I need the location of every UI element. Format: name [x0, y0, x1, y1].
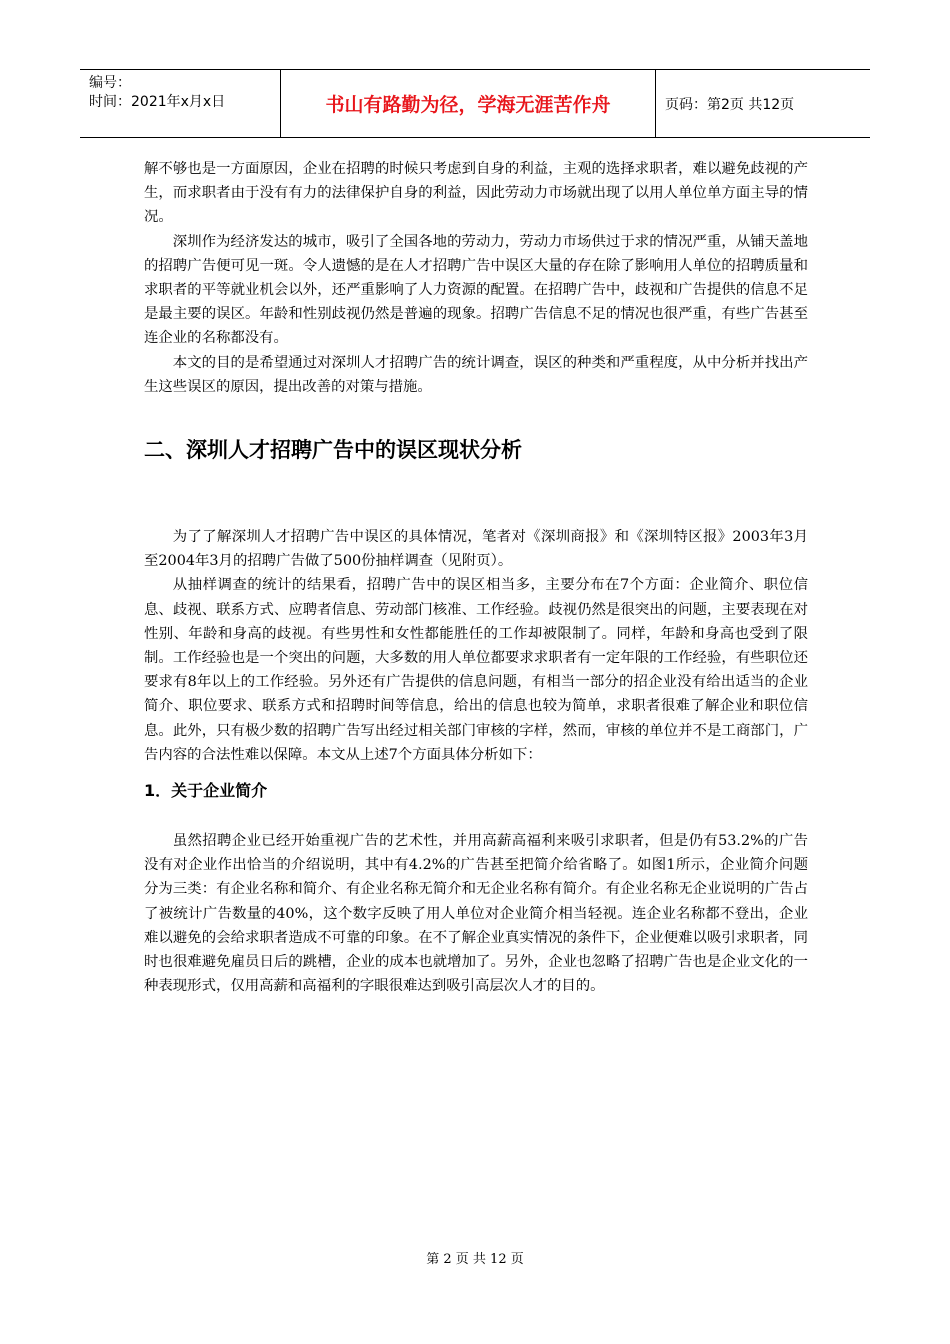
subsection-heading: 1．关于企业简介 — [144, 781, 268, 801]
paragraph: 从抽样调查的统计的结果看，招聘广告中的误区相当多，主要分布在7个方面：企业简介、职位信息、歧视、联系方式、应聘者信息、劳动部门核准、工作经验。歧视仍然是很突出的问题，主要表现在对性别、年龄和身高的歧视。有些男性和女性都能胜任的工作却被限制了。同样，年龄和身高也受到了限制。工作经验也是一个突出的问题，大多数的用人单位都要求求职者有一定年限的工作经验，有些职位还要求有8年以上的工作经验。另外还有广告提供的信息问题，有相当一部分的招企业没有给出适当的企业简介、职位要求、联系方式和招聘时间等信息，给出的信息也较为简单，求职者很难了解企业和职位信息。此外，只有极少数的招聘广告写出经过相关部门审核的字样，然而，审核的单位并不是工商部门，广告内容的合法性难以保障。本文从上述7个方面具体分析如下： — [144, 577, 808, 763]
paragraph: 虽然招聘企业已经开始重视广告的艺术性，并用高薪高福利来吸引求职者，但是仍有53.2%的广告没有对企业作出恰当的介绍说明，其中有4.2%的广告甚至把简介给省略了。如图1所示，企业简介问题分为三类：有企业名称和简介、有企业名称无简介和无企业名称有简介。有企业名称无企业说明的广告占了被统计广告数量的40%，这个数字反映了用人单位对企业简介相当轻视。连企业名称都不登出，企业难以避免的会给求职者造成不可靠的印象。在不了解企业真实情况的条件下，企业便难以吸引求职者，同时也很难避免雇员日后的跳槽，企业的成本也就增加了。另外，企业也忽略了招聘广告也是企业文化的一种表现形式，仅用高薪和高福利的字眼很难达到吸引高层次人才的目的。 — [144, 833, 808, 995]
paragraph: 解不够也是一方面原因，企业在招聘的时候只考虑到自身的利益，主观的选择求职者，难以避免歧视的产生，而求职者由于没有有力的法律保护自身的利益，因此劳动力市场就出现了以用人单位单方面主导的情况。 — [144, 161, 808, 226]
header-page-info: 页码：第2页 共12页 — [665, 96, 795, 113]
document-body — [144, 157, 808, 998]
header-meta — [80, 70, 280, 137]
page-header — [80, 69, 870, 138]
document-number-label: 编号： — [89, 75, 131, 91]
paragraph: 深圳作为经济发达的城市，吸引了全国各地的劳动力，劳动力市场供过于求的情况严重，从铺天盖地的招聘广告便可见一斑。令人遗憾的是在人才招聘广告中误区大量的存在除了影响用人单位的招聘质量和求职者的平等就业机会以外，还严重影响了人力资源的配置。在招聘广告中，歧视和广告提供的信息不足是最主要的误区。年龄和性别歧视仍然是普遍的现象。招聘广告信息不足的情况也很严重，有些广告甚至连企业的名称都没有。 — [144, 233, 808, 347]
page-footer: 第 2 页 共 12 页 — [426, 1252, 524, 1267]
paragraph: 本文的目的是希望通过对深圳人才招聘广告的统计调查，误区的种类和严重程度，从中分析并找出产生这些误区的原因，提出改善的对策与措施。 — [144, 354, 808, 395]
header-motto: 书山有路勤为径，学海无涯苦作舟 — [280, 70, 656, 137]
section-heading: 二、深圳人才招聘广告中的误区现状分析 — [144, 438, 522, 463]
document-date: 时间：2021年x月x日 — [89, 94, 226, 110]
paragraph: 为了了解深圳人才招聘广告中误区的具体情况，笔者对《深圳商报》和《深圳特区报》2003年3月至2004年3月的招聘广告做了500份抽样调查（见附页）。 — [144, 529, 808, 570]
